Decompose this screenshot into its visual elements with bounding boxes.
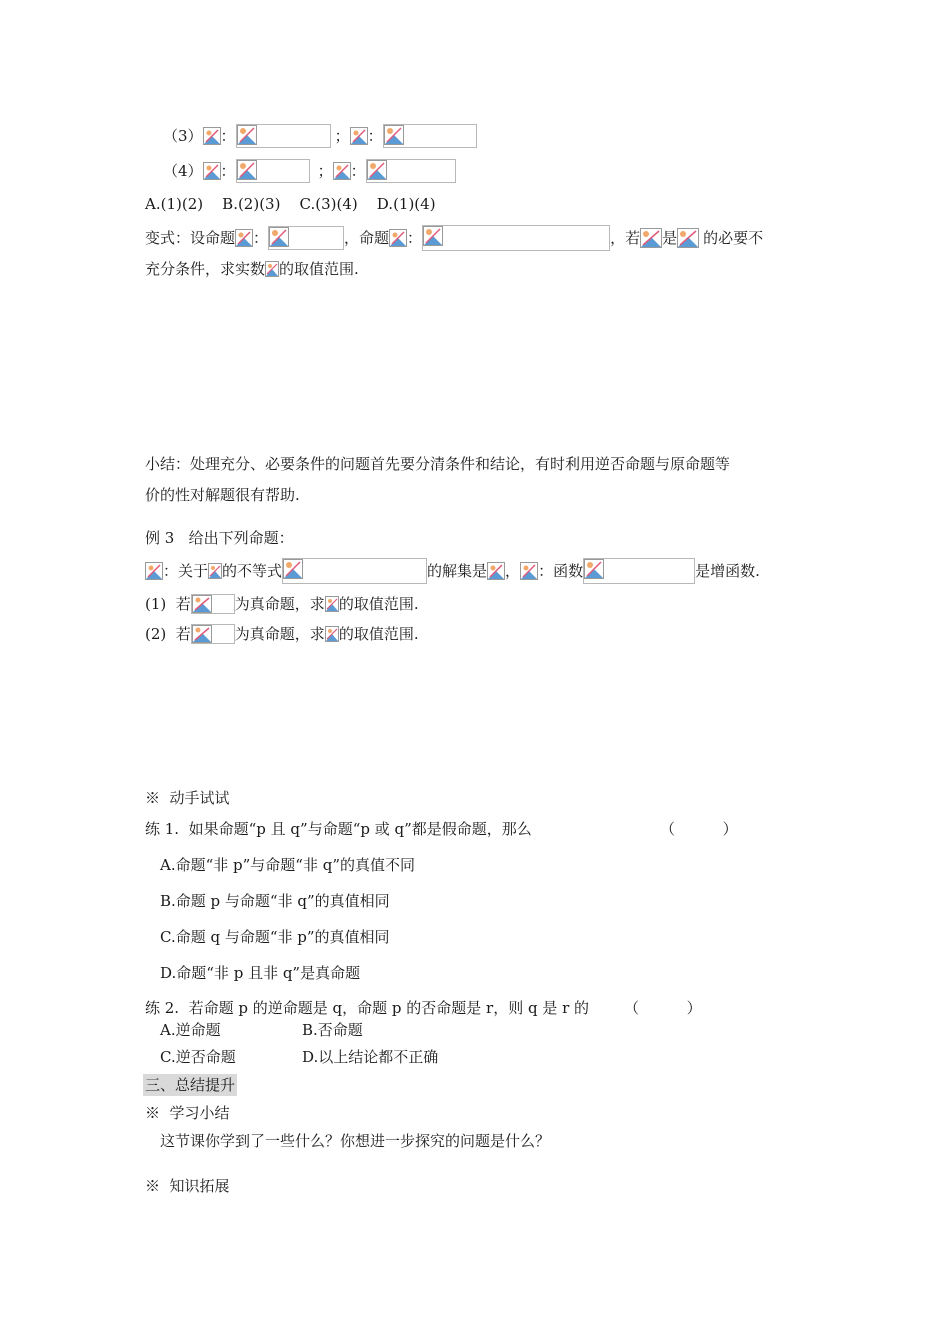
- example-3-statement: ：关于 的不等式 的解集是 ， ：函数 是增函数.: [145, 558, 760, 584]
- formula-image-icon: [208, 563, 222, 579]
- formula-image-icon: [640, 228, 662, 248]
- item-4-line: （4） ： ； ：: [163, 159, 456, 183]
- formula-image-icon: [584, 559, 604, 579]
- example-3-question-1: (1) 若 为真命题，求 的取值范围.: [145, 595, 419, 613]
- formula-image-icon: [325, 596, 339, 612]
- variant-line-1: 变式：设命题 ： ，命题 ： ，若 是 的必要不: [145, 225, 763, 251]
- formula-image-icon: [423, 226, 443, 246]
- item-4-label: （4）: [163, 162, 203, 180]
- formula-box: [236, 159, 310, 183]
- formula-box: [268, 226, 344, 250]
- answer-choices: A.(1)(2) B.(2)(3) C.(3)(4) D.(1)(4): [145, 195, 436, 213]
- section-title: 三、总结提升: [145, 1076, 236, 1094]
- exercise-1-option-b: B.命题 p 与命题“非 q”的真值相同: [160, 892, 390, 910]
- formula-box: [236, 124, 331, 148]
- knowledge-extension-heading: ※ 知识拓展: [145, 1177, 230, 1195]
- formula-image-icon: [237, 125, 257, 145]
- formula-image-icon: [367, 160, 387, 180]
- exercise-2-answer-blank: （ ）: [624, 999, 702, 1017]
- exercise-1-option-c: C.命题 q 与命题“非 p”的真值相同: [160, 928, 390, 946]
- formula-box: [191, 624, 235, 644]
- formula-image-icon: [269, 227, 289, 247]
- exercise-2-option-c: C.逆否命题: [160, 1048, 236, 1066]
- formula-image-icon: [389, 229, 407, 247]
- formula-image-icon: [333, 162, 351, 180]
- formula-image-icon: [235, 229, 253, 247]
- exercise-2-option-d: D.以上结论都不正确: [302, 1048, 439, 1066]
- formula-image-icon: [520, 562, 538, 580]
- formula-image-icon: [203, 162, 221, 180]
- item-3-label: （3）: [163, 127, 203, 145]
- formula-box: [366, 159, 456, 183]
- exercise-1-option-a: A.命题“非 p”与命题“非 q”的真值不同: [160, 856, 416, 874]
- exercise-1-option-d: D.命题“非 p 且非 q”是真命题: [160, 964, 361, 982]
- try-it-heading: ※ 动手试试: [145, 789, 230, 807]
- study-summary-heading: ※ 学习小结: [145, 1104, 230, 1122]
- formula-box: [583, 558, 695, 584]
- formula-image-icon: [487, 562, 505, 580]
- formula-box: [282, 558, 427, 584]
- exercise-2-option-b: B.否命题: [302, 1021, 363, 1039]
- formula-image-icon: [283, 559, 303, 579]
- formula-image-icon: [145, 562, 163, 580]
- exercise-2-option-a: A.逆命题: [160, 1021, 221, 1039]
- formula-box: [422, 225, 610, 251]
- formula-image-icon: [192, 625, 212, 643]
- exercise-2-question: 练 2. 若命题 p 的逆命题是 q，命题 p 的否命题是 r，则 q 是 r 的: [145, 999, 590, 1017]
- study-summary-text: 这节课你学到了一些什么？你想进一步探究的问题是什么？: [160, 1132, 551, 1150]
- formula-image-icon: [192, 595, 212, 613]
- example-3-title: 例 3 给出下列命题：: [145, 529, 294, 547]
- summary-line-2: 价的性对解题很有帮助.: [145, 486, 300, 504]
- formula-image-icon: [384, 125, 404, 145]
- exercise-1-answer-blank: （ ）: [660, 820, 738, 838]
- formula-box: [383, 124, 477, 148]
- example-3-question-2: (2) 若 为真命题，求 的取值范围.: [145, 625, 419, 643]
- formula-image-icon: [350, 127, 368, 145]
- item-3-line: （3） ： ； ：: [163, 124, 477, 148]
- formula-image-icon: [325, 626, 339, 642]
- formula-image-icon: [237, 160, 257, 180]
- formula-image-icon: [677, 228, 699, 248]
- exercise-1-question: 练 1. 如果命题“p 且 q”与命题“p 或 q”都是假命题，那么: [145, 820, 532, 838]
- formula-image-icon: [203, 127, 221, 145]
- summary-line-1: 小结：处理充分、必要条件的问题首先要分清条件和结论，有时利用逆否命题与原命题等: [145, 455, 731, 473]
- section-heading: [143, 1074, 237, 1096]
- variant-line-2: 充分条件，求实数 的取值范围.: [145, 260, 359, 278]
- formula-box: [191, 594, 235, 614]
- formula-image-icon: [265, 261, 279, 277]
